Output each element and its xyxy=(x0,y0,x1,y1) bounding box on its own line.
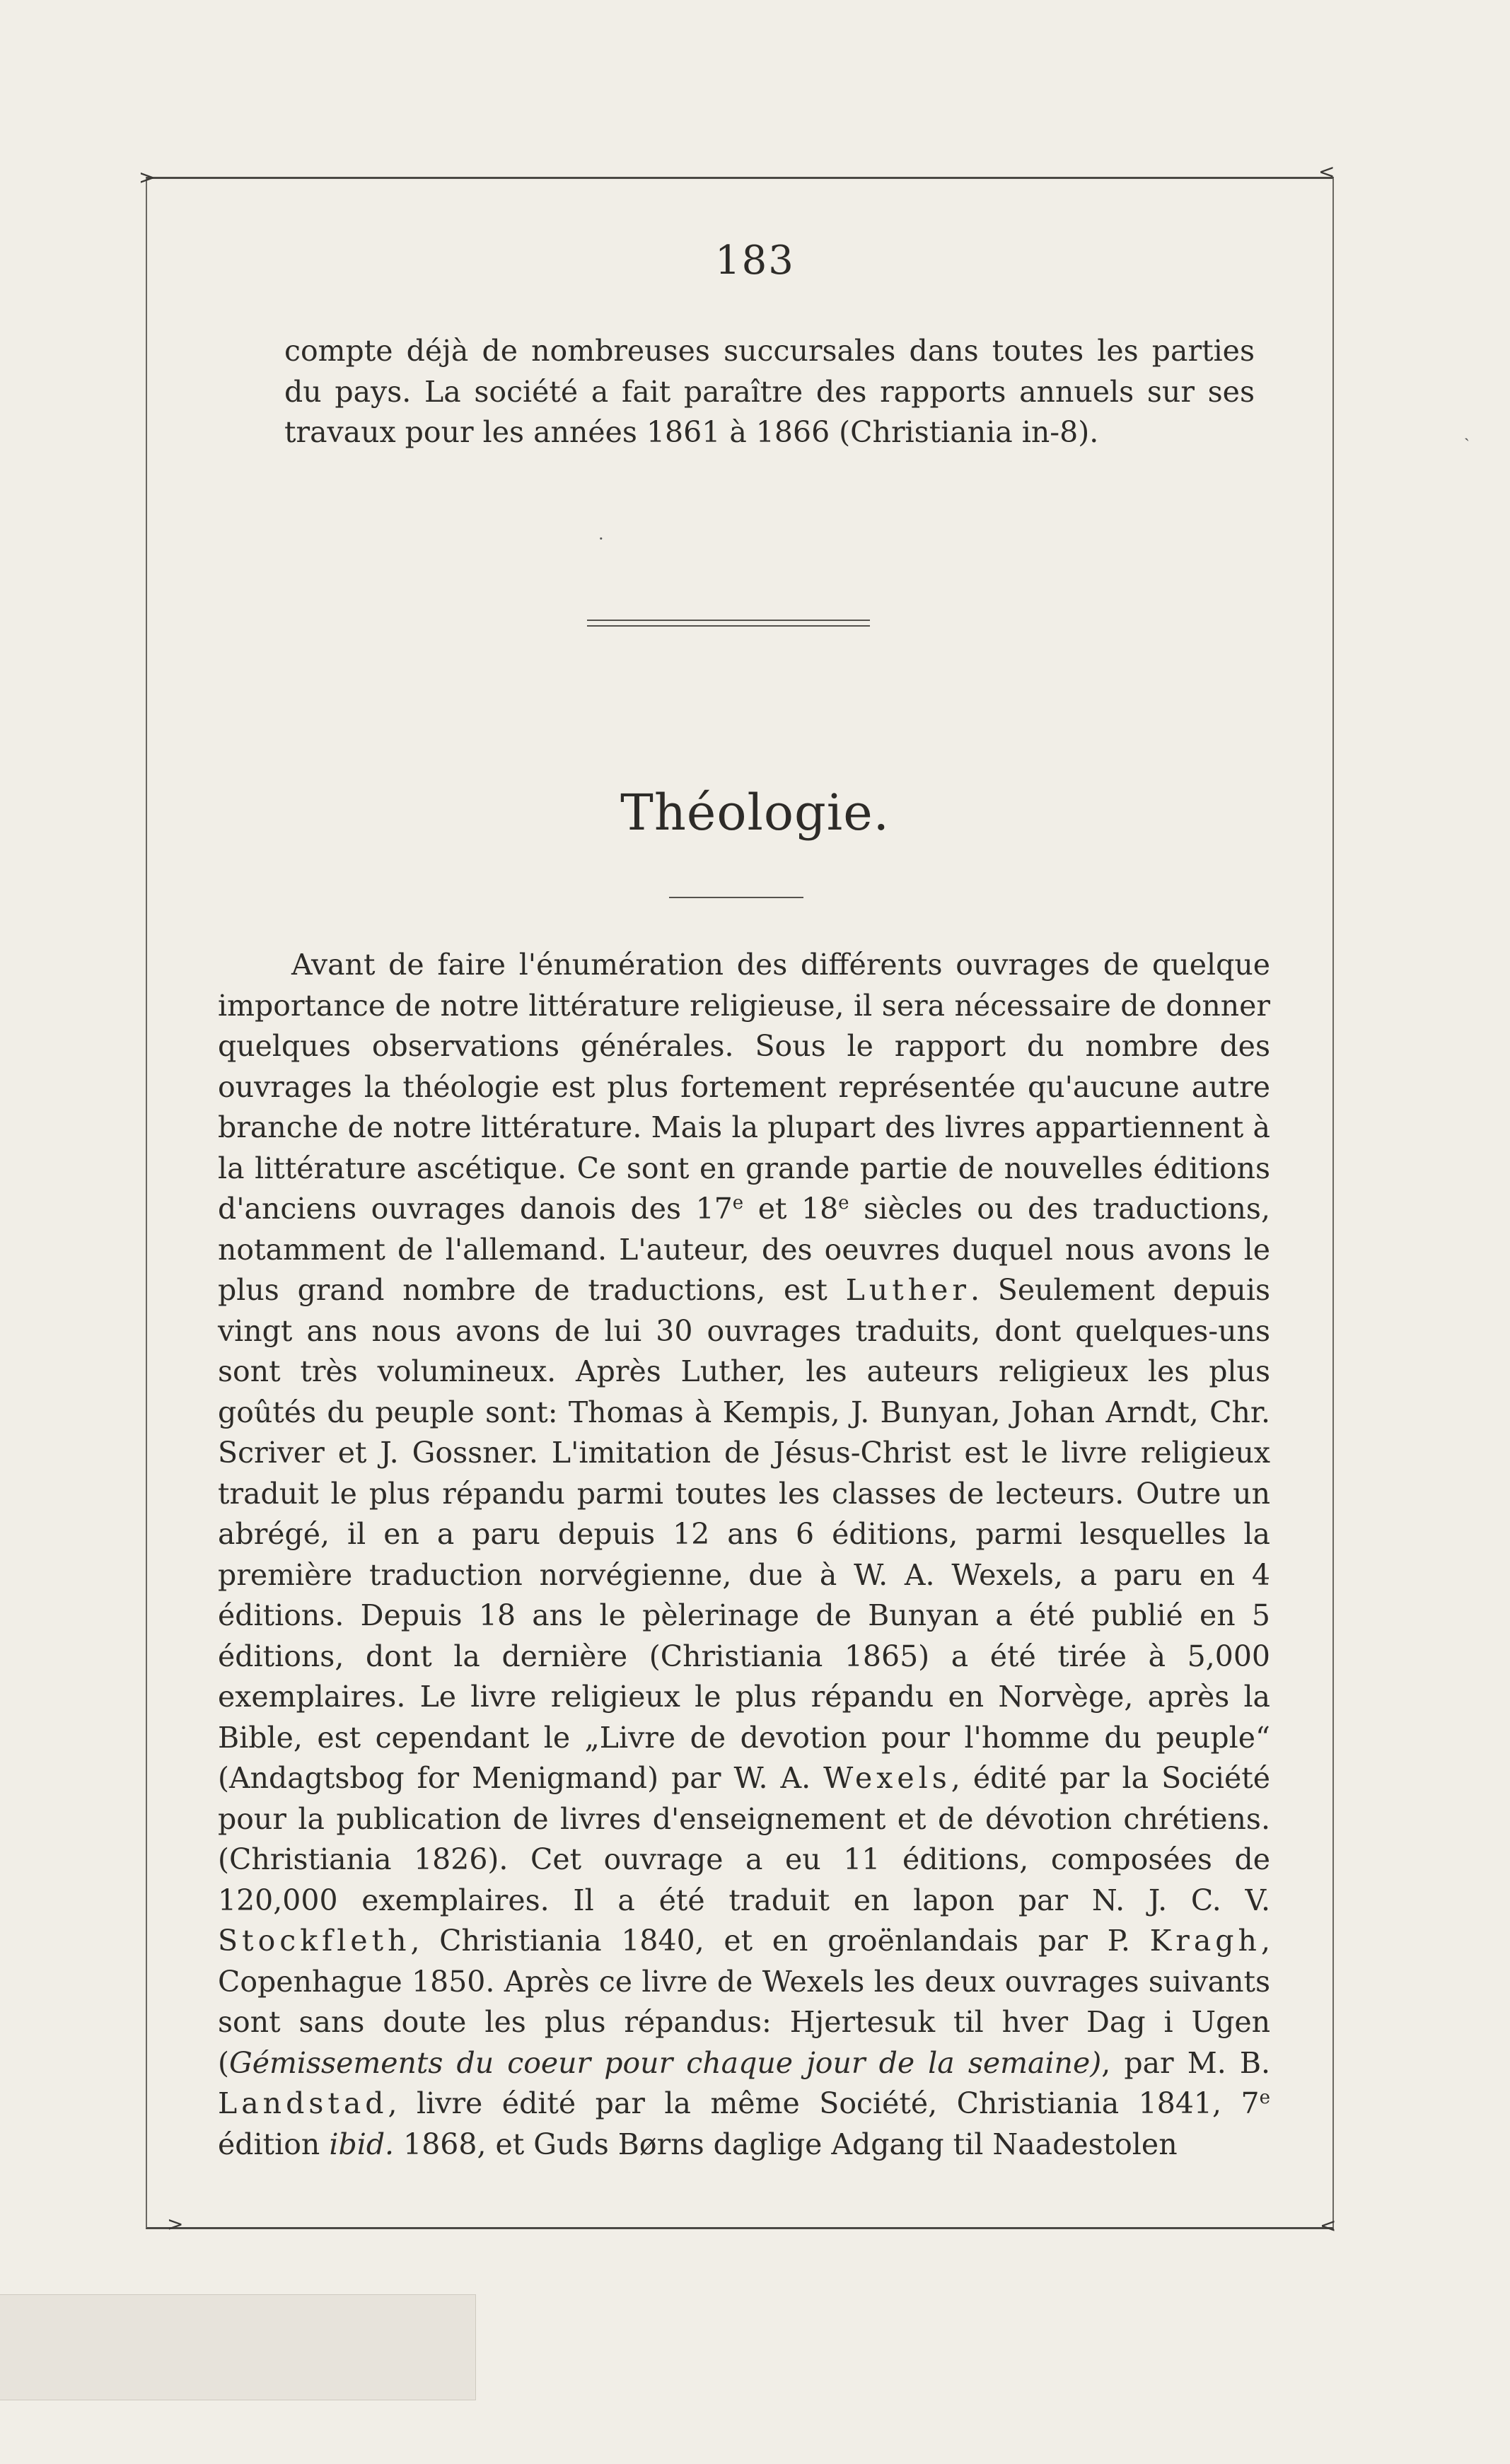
margin-mark: ˴ xyxy=(1464,427,1470,447)
text-run: , édité par la Société pour la publication de livres d'enseignement et de dévotion chrétiens. (Christiania 1826). Cet ouvrage a eu 11 éditions, composées de 120,000 exemplaires. Il a été traduit en lapon par N. J. C. V. xyxy=(218,1761,1270,1917)
text-run: , livre édité par la même Société, Christiania 1841, 7 xyxy=(388,2086,1260,2120)
text-run: , par M. B. xyxy=(1101,2045,1270,2080)
superscript: e xyxy=(732,1192,744,1214)
corner-ornament-bottom-right: < xyxy=(1320,2214,1337,2237)
corner-ornament-bottom-left: > xyxy=(167,2212,184,2236)
body-text xyxy=(218,945,1270,2165)
text-run: 1868, et Guds Børns daglige Adgang til Naadestolen xyxy=(394,2127,1178,2161)
spaced-name-wexels: Wexels xyxy=(823,1761,951,1795)
superscript: e xyxy=(1259,2087,1270,2108)
intro-text: compte déjà de nombreuses succursales dans toutes les parties du pays. La société a fait paraître des rapports annuels sur ses travaux pour les années 1861 à 1866 (Christiania in-8). xyxy=(284,334,1255,449)
text-run: édition xyxy=(218,2127,330,2161)
section-divider-double-rule xyxy=(587,620,870,627)
superscript: e xyxy=(838,1192,849,1214)
spaced-name-landstad: Landstad xyxy=(218,2086,388,2120)
intro-paragraph xyxy=(284,331,1255,453)
speck-mark: · xyxy=(598,529,604,549)
title-underline-rule xyxy=(669,897,803,898)
text-run: siècles ou des traductions, notamment de l'allemand. L'auteur, des oeuvres duquel nous avons le plus grand nombre de traductions, est xyxy=(218,1192,1270,1307)
text-run: Avant de faire l'énumération des différents ouvrages de quelque importance de notre littérature religieuse, il sera nécessaire de donner quelques observations générales. Sous le rapport du nombre des ouvrages la théologie est plus fortement représentée qu'aucune autre branche de notre littérature. Mais la plupart des livres appartiennent à la littérature ascétique. Ce sont en grande partie de nouvelles éditions d'anciens ouvrages danois des 17 xyxy=(218,948,1270,1226)
spaced-name-stockfleth: Stockfleth xyxy=(218,1924,411,1958)
corner-ornament-top-left: > xyxy=(139,165,156,189)
italic-title: Gémissements du coeur pour chaque jour de la semaine) xyxy=(229,2045,1102,2080)
text-run: , Christiania 1840, et en groënlandais par P. xyxy=(410,1924,1150,1958)
page-stub-tab xyxy=(0,2294,476,2400)
page-number: 183 xyxy=(715,238,795,284)
corner-ornament-top-right: < xyxy=(1318,160,1335,183)
body-paragraph xyxy=(218,945,1270,2165)
italic-ibid: ibid. xyxy=(329,2127,395,2161)
spaced-name-kragh: Kragh xyxy=(1149,1924,1261,1958)
section-title: Théologie. xyxy=(620,784,890,842)
spaced-name-luther: Luther xyxy=(845,1273,970,1307)
text-run: . Seulement depuis vingt ans nous avons de lui 30 ouvrages traduits, dont quelques-uns sont très volumineux. Après Luther, les auteurs religieux les plus goûtés du peuple sont: Thomas à Kempis, J. Bunyan, Johan Arndt, Chr. Scriver et J. Gossner. L'imitation de Jésus-Christ est le livre religieux traduit le plus répandu parmi toutes les classes de lecteurs. Outre un abrégé, il en a paru depuis 12 ans 6 éditions, parmi lesquelles la première traduction norvégienne, due à W. A. Wexels, a paru en 4 éditions. Depuis 18 ans le pèlerinage de Bunyan a été publié en 5 éditions, dont la dernière (Christiania 1865) a été tirée à 5,000 exemplaires. Le livre religieux le plus répandu en Norvège, après la Bible, est cependant le „Livre de devotion pour l'homme du peuple“ (Andagtsbog for Menigmand) par W. A. xyxy=(218,1273,1270,1795)
text-run: et 18 xyxy=(743,1192,839,1226)
text-run: , Copenhague 1850. Après ce livre de Wexels les deux ouvrages suivants sont sans doute les plus répandus: Hjertesuk til hver Dag i Ugen ( xyxy=(218,1924,1270,2080)
